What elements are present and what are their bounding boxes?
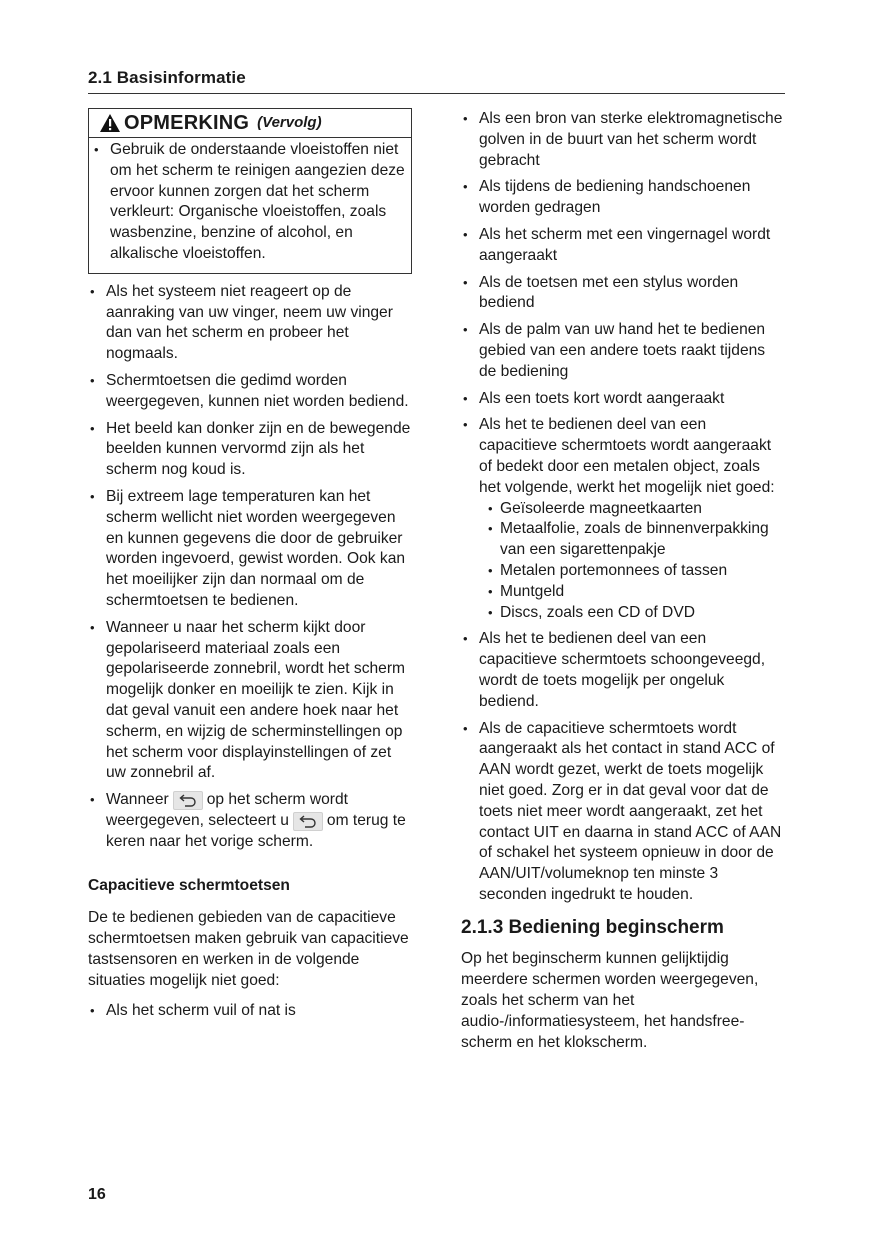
left-column <box>88 108 412 1028</box>
capacitive-intro: De te bedienen gebieden van de capacitieve schermtoetsen maken gebruik van capacitieve tastsensoren en werken in de volgende situaties mogelijk niet goed: <box>88 909 409 989</box>
list-item: • Als een toets kort wordt aangeraakt <box>461 389 785 410</box>
back-text-1: Wanneer <box>106 791 169 809</box>
back-arrow-icon <box>173 791 203 810</box>
list-item: • Bij extreem lage temperaturen kan het scherm wellicht niet worden weergegeven en kunnen gegevens die door de gebruiker worden ingevoerd, gewist worden. Ook kan het moeilijker zijn dan normaal om de schermtoetsen te bedienen. <box>88 487 412 612</box>
list-item-metal <box>461 415 785 623</box>
list-item: • Als het systeem niet reageert op de aanraking van uw vinger, neem uw vinger dan van het scherm en probeer het nogmaals. <box>88 282 412 365</box>
list-item: • Als het scherm met een vingernagel wordt aangeraakt <box>461 225 785 267</box>
list-item: • Als tijdens de bediening handschoenen worden gedragen <box>461 177 785 219</box>
section-213-heading: 2.1.3 Bediening beginscherm <box>461 916 724 938</box>
page-header <box>88 68 785 94</box>
list-item: • Het beeld kan donker zijn en de bewegende beelden kunnen vervormd zijn als het scherm nog koud is. <box>88 419 412 481</box>
list-item: • Als het scherm vuil of nat is <box>88 1001 412 1022</box>
note-header <box>89 109 411 138</box>
sub-list-item: • Metaalfolie, zoals de binnenverpakking van een sigarettenpakje <box>479 519 785 561</box>
sub-list-item: • Geïsoleerde magneetkaarten <box>479 499 785 520</box>
section-title: 2.1 Basisinformatie <box>88 68 246 87</box>
note-subtitle: (Vervolg) <box>257 113 322 131</box>
right-column <box>461 109 785 1063</box>
capacitive-list <box>88 1001 412 1022</box>
back-text-3: om terug te keren naar het vorige scherm. <box>106 811 406 850</box>
right-bullet-list <box>461 109 785 906</box>
list-item: • Als de toetsen met een stylus worden bediend <box>461 273 785 315</box>
metal-sub-list <box>479 499 785 624</box>
list-item-back-button <box>88 790 412 852</box>
list-item: • Wanneer u naar het scherm kijkt door gepolariseerd materiaal zoals een gepolariseerde zonnebril, wordt het scherm mogelijk donker en moeilijk te zien. Kijk in dat geval vanuit een andere hoek naar het scherm, en wijzig de scherminstellingen op het scherm voor displayinstellingen of zet uw zonnebril af. <box>88 618 412 784</box>
section-213-body: Op het beginscherm kunnen gelijktijdig meerdere schermen worden weergegeven, zoals het scherm van het audio-/informatiesysteem, het handsfree-scherm en het klokscherm. <box>461 950 759 1051</box>
sub-list-item: • Metalen portemonnees of tassen <box>479 561 785 582</box>
list-item: • Als een bron van sterke elektromagnetische golven in de buurt van het scherm wordt gebracht <box>461 109 785 171</box>
page-number: 16 <box>88 1186 106 1203</box>
note-list <box>89 138 411 265</box>
sub-list-item: • Discs, zoals een CD of DVD <box>479 603 785 624</box>
capacitive-heading: Capacitieve schermtoetsen <box>88 876 290 894</box>
back-arrow-icon <box>293 812 323 831</box>
left-bullet-list <box>88 282 412 853</box>
list-item: • Als het te bedienen deel van een capacitieve schermtoets schoongeveegd, wordt de toets mogelijk per ongeluk bediend. <box>461 629 785 712</box>
note-item: • Gebruik de onderstaande vloeistoffen niet om het scherm te reinigen aangezien deze ervoor kunnen zorgen dat het scherm verkleurt: Organische vloeistoffen, zoals wasbenzine, benzine of alcohol, en alkalische vloeistoffen. <box>92 140 405 265</box>
list-item: • Schermtoetsen die gedimd worden weergegeven, kunnen niet worden bediend. <box>88 371 412 413</box>
list-item: • Als de palm van uw hand het te bedienen gebied van een andere toets raakt tijdens de bediening <box>461 320 785 382</box>
sub-list-item: • Muntgeld <box>479 582 785 603</box>
back-text-2: op het scherm wordt weergegeven, selecteert u <box>106 791 348 829</box>
note-box <box>88 108 412 274</box>
note-title: OPMERKING <box>124 111 250 134</box>
warning-icon <box>99 113 121 133</box>
metal-item-text: Als het te bedienen deel van een capacitieve schermtoets wordt aangeraakt of bedekt door een metalen object, zoals het volgende, werkt het mogelijk niet goed: <box>479 416 775 496</box>
list-item: • Als de capacitieve schermtoets wordt aangeraakt als het contact in stand ACC of AAN wordt gezet, werkt de toets mogelijk niet goed. Zorg er in dat geval voor dat de toets niet meer wordt aangeraakt, zet het contact UIT en daarna in stand ACC of AAN of schakel het systeem opnieuw in door de AAN/UIT/volumeknop ten minste 3 seconden ingedrukt te houden. <box>461 719 785 906</box>
